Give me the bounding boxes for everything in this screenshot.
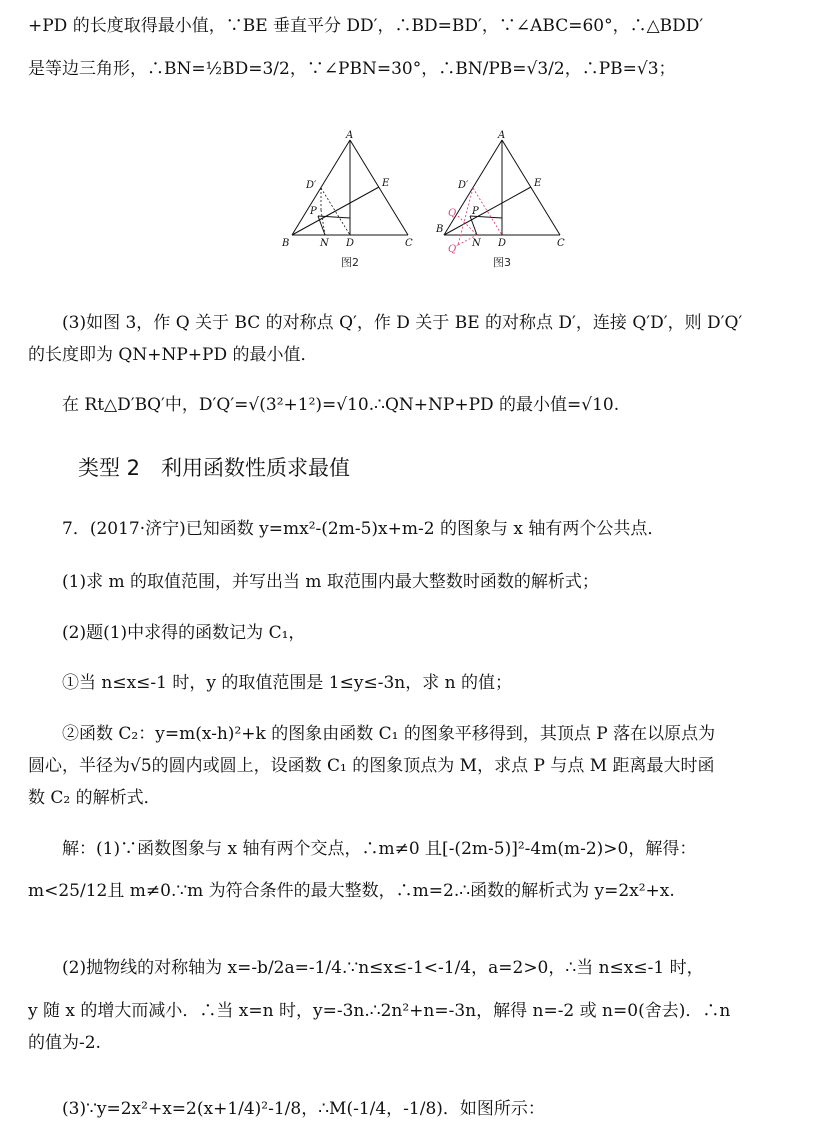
fig3-label-a: A [498, 130, 506, 141]
fig3-label-c: C [557, 238, 565, 249]
figure-3 [432, 130, 572, 275]
text-line-13: 解：(1)∵函数图象与 x 轴有两个交点，∴m≠0 且[-(2m-5)]²-4m(m-2)>0，解得： [62, 839, 697, 859]
fig2-label-e: E [382, 178, 390, 189]
fig2-caption: 图2 [341, 256, 359, 269]
fig2-label-p: P [310, 206, 317, 217]
fig2-label-n: N [320, 238, 329, 249]
fig2-label-c: C [405, 238, 413, 249]
fig3-label-e: E [534, 178, 542, 189]
text-line-14: m<25/12且 m≠0.∵m 为符合条件的最大整数，∴m=2.∴函数的解析式为 y=2x²+x. [28, 881, 675, 901]
text-line-10: ②函数 C₂：y=m(x-h)²+k 的图象由函数 C₁ 的图象平移得到，其顶点 P 落在以原点为 [62, 724, 716, 744]
fig2-label-b: B [282, 238, 290, 249]
text-line-11: 圆心，半径为√5的圆内或圆上，设函数 C₁ 的图象顶点为 M，求点 P 与点 M 距离最大时函 [28, 756, 715, 776]
text-line-5: 在 Rt△D′BQ′中，D′Q′=√(3²+1²)=√10.∴QN+NP+PD 的最小值=√10. [62, 395, 620, 415]
text-line-15: (2)抛物线的对称轴为 x=-b/2a=-1/4.∵n≤x≤-1<-1/4，a=2>0，∴当 n≤x≤-1 时， [62, 958, 704, 978]
text-line-18: (3)∵y=2x²+x=2(x+1/4)²-1/8，∴M(-1/4，-1/8)．如图所示： [62, 1099, 545, 1119]
text-line-9: ①当 n≤x≤-1 时，y 的取值范围是 1≤y≤-3n，求 n 的值； [62, 673, 512, 693]
section-heading: 类型 2 利用函数性质求最值 [78, 456, 351, 480]
fig3-label-n: N [472, 238, 481, 249]
fig3-label-q: Q [448, 208, 457, 219]
fig3-label-d: D [498, 238, 507, 249]
text-line-8: (2)题(1)中求得的函数记为 C₁， [62, 623, 306, 643]
fig3-label-qprime: Q′ [448, 244, 459, 255]
fig3-label-p: P [472, 206, 479, 217]
text-line-4: 的长度即为 QN+NP+PD 的最小值． [28, 345, 318, 365]
text-line-1: +PD 的长度取得最小值，∵BE 垂直平分 DD′，∴BD=BD′，∵∠ABC=60°，∴△BDD′ [28, 16, 704, 36]
fig3-label-b: B [436, 224, 444, 235]
text-line-12: 数 C₂ 的解析式． [28, 788, 161, 808]
text-line-2: 是等边三角形，∴BN=½BD=3/2，∵∠PBN=30°，∴BN/PB=√3/2，∴PB=√3； [28, 59, 676, 79]
fig2-label-dprime: D′ [306, 180, 317, 191]
fig3-caption: 图3 [493, 256, 511, 269]
figure-2 [280, 130, 420, 275]
text-line-6: 7．(2017·济宁)已知函数 y=mx²-(2m-5)x+m-2 的图象与 x 轴有两个公共点． [62, 519, 665, 539]
fig2-label-a: A [346, 130, 354, 141]
fig3-label-dprime: D′ [458, 180, 469, 191]
text-line-7: (1)求 m 的取值范围，并写出当 m 取范围内最大整数时函数的解析式； [62, 572, 599, 592]
text-line-3: (3)如图 3，作 Q 关于 BC 的对称点 Q′，作 D 关于 BE 的对称点 D′，连接 Q′D′，则 D′Q′ [62, 313, 743, 333]
text-line-17: 的值为-2. [28, 1033, 101, 1053]
fig2-label-d: D [346, 238, 355, 249]
text-line-16: y 随 x 的增大而减小．∴当 x=n 时，y=-3n.∴2n²+n=-3n，解得 n=-2 或 n=0(舍去)．∴n [28, 1001, 731, 1021]
